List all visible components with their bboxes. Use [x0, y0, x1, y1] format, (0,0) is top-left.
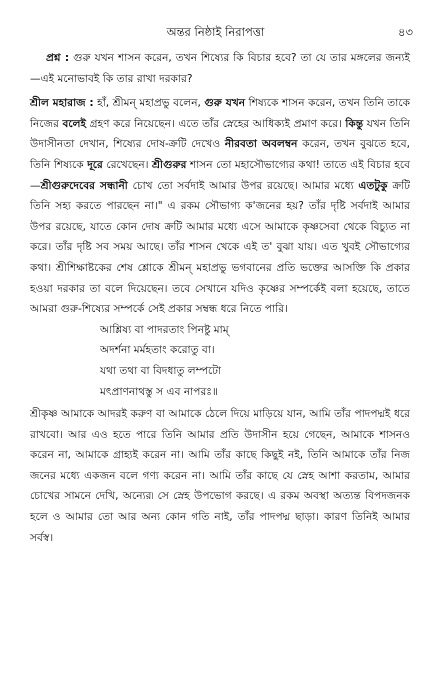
answer-lead: হাঁ, শ্রীমন্‌ মহাপ্রভু বলেন, — [97, 97, 205, 110]
verse-line: অদর্শনা মর্মহতাং করোতু বা। — [100, 344, 215, 357]
answer-emphasis-3: কিন্তু — [345, 117, 364, 130]
answer-text-2: গ্রহণ করে নিয়েছেন। এতে তাঁর স্নেহের আধিক্যই প্রমাণ করে। — [86, 117, 346, 130]
page-header — [0, 22, 431, 42]
answer-emphasis-1: গুরু যখন — [204, 97, 246, 110]
answer-emphasis-4: নীরবতা অবলম্বন — [224, 138, 298, 151]
answer-text-7: চোখ তো সর্বদাই আমার উপর রয়েছে। আমার মধ্যে — [127, 179, 359, 192]
answer-speaker: শ্রীল মহারাজ : — [30, 97, 94, 110]
sanskrit-verse — [100, 320, 410, 402]
question-label: প্রশ্ন : — [46, 52, 70, 64]
question-paragraph — [30, 48, 410, 89]
verse-line: আশ্লিষ্য বা পাদরতাং পিনষ্টু মাম্‌ — [100, 323, 229, 336]
answer-paragraph — [30, 93, 410, 320]
answer-emphasis-2: বলেই — [62, 117, 87, 130]
verse-line: যথা তথা বা বিদধাতু লম্পটো — [100, 364, 222, 377]
verse-line: মৎপ্রাণনাথস্তু স এব নাপরঃ॥ — [100, 385, 218, 398]
answer-emphasis-8: এতটুকু — [358, 179, 388, 192]
answer-emphasis-5: দূরে — [87, 158, 103, 171]
running-title: অন্তর নিষ্ঠাই নিরাপত্তা — [166, 25, 265, 39]
answer-emphasis-6: শ্রীগুরুর — [152, 158, 187, 171]
answer-text-3: যখন তিনি উদাসীনতা দেখান, শিষ্যের দোষ-ক্রটি দেখেও — [30, 117, 410, 151]
page-body — [30, 48, 410, 548]
answer-text-8: ক্রটি তিনি সহ্য করতে পারছেন না।" এ রকম সৌভাগ্য ক'জনের হয়? তাঁর দৃষ্টি সর্বদাই আমার উপর রয়েছে, যাতে কোন দোষ ক্রটি আমার মধ্যে এসে আমাকে কৃষ্ণসেবা থেকে বিচ্যুত না করে। তাঁর দৃষ্টি সব সময় আছে। তাঁর শাসন খেকে এই ত' বুঝা যায়। এত খুবই সৌভাগ্যের কথা। শ্রীশিক্ষাষ্টকের শেষ শ্লোকে শ্রীমন্‌ মহাপ্রভু ভগবানের প্রতি ভক্তের আসক্তি কি প্রকার হওয়া দরকার তা বলে দিয়েছেন। তবে সেখানে যদিও কৃষ্ণের সম্পর্কেই বলা হয়েছে, তাতে আমরা গুরু-শিষ্যের সম্পর্কে সেই প্রকার সম্বন্ধ ধরে নিতে পারি। — [30, 179, 410, 316]
answer-text-1: শিষ্যকে শাসন করেন, তখন তিনি তাকে নিজের — [30, 97, 410, 130]
page-number: ৪৩ — [398, 25, 413, 39]
answer-text-6: শাসন তো মহাসৌভাগ্যের কথা! তাতে এই বিচার হবে— — [30, 158, 410, 192]
answer-emphasis-7: শ্রীগুরুদেবের সন্ধানী — [40, 179, 128, 192]
question-text: গুরু যখন শাসন করেন, তখন শিষ্যের কি বিচার হবে? তা যে তার মঙ্গলের জন্যই—এই মনোভাবই কি তার রাখা দরকার? — [30, 52, 410, 85]
answer-text-5: রেখেছেন। — [102, 158, 153, 171]
closing-paragraph: শ্রীকৃষ্ণ আমাকে আদরই করুণ বা আমাকে ঠেলে দিয়ে মাড়িয়ে যান, আমি তাঁর পাদপদ্মই ধরে রাখবো। আর এও হতে পারে তিনি আমার প্রতি উদাসীন হয়ে গেছেন, আমাকে শাসনও করেন না, আমাকে গ্রাহ্যই করেন না। আমি তাঁর কাছে কিছুই নই, তিনি আমাকে তাঁর নিজ জনের মধ্যে একজন বলে গণ্য করেন না। আমি তাঁর কাছে যে স্নেহ আশা করতাম, আমার চোখের সামনে দেখি, অন্যের৷ সে স্নেহ উপভোগ করছে। এ রকম অবস্থা অত্যন্ত বিপদজনক হলে ও আমার তো আর অন্য কোন গতি নাই, তাঁর পাদপদ্ম ছাড়া। কারণ তিনিই আমার সর্বস্ব। — [30, 408, 410, 544]
answer-text-4: করেন, তখন বুঝতে হবে, তিনি শিষ্যকে — [30, 138, 410, 171]
